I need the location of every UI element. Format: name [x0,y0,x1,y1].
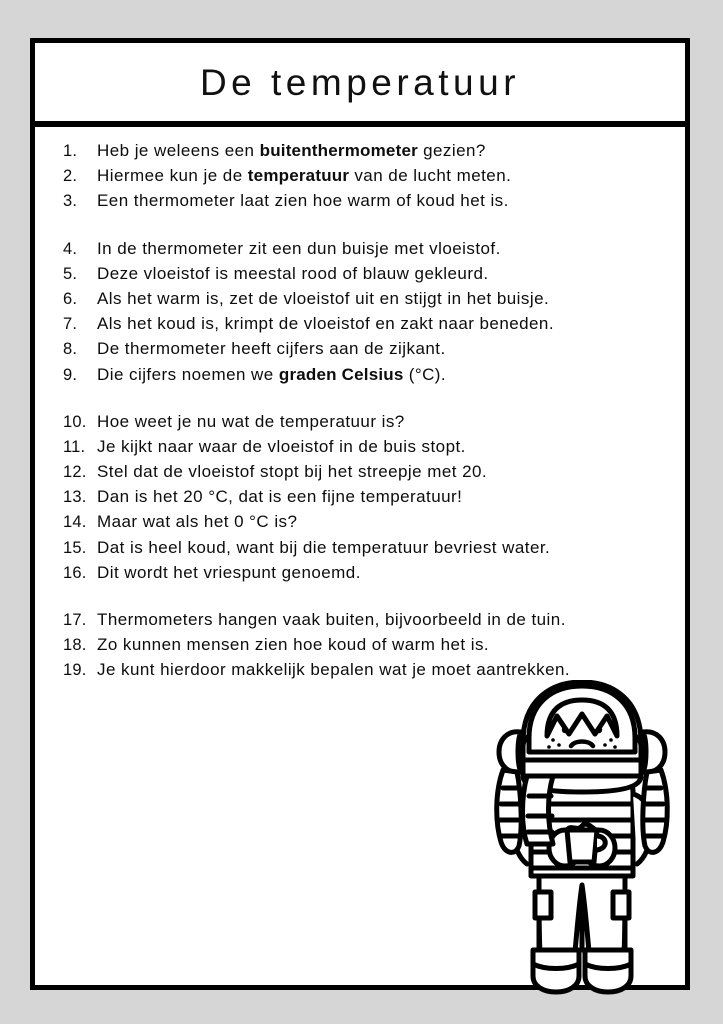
sentence-number: 4. [63,239,78,258]
sentence-text [97,437,667,457]
list-spacer [63,390,667,412]
sentence-row [63,314,667,339]
sentence-text [97,289,667,309]
sentence-row [63,487,667,512]
sentence-row [63,191,667,216]
sentence-row [63,462,667,487]
sentence-fragment: Zo kunnen mensen zien hoe koud of warm het is. [97,635,490,655]
sentence-fragment: Die cijfers noemen we [97,364,279,384]
emphasis-term: buitenthermometer [259,141,418,160]
sentence-text [97,462,667,482]
page-title: De temperatuur [199,61,521,103]
sentence-number: 12. [63,463,87,482]
worksheet-header [35,43,685,127]
sentence-row [63,660,667,685]
sentence-text [97,563,667,583]
sentence-fragment: De thermometer heeft cijfers aan de zijkant. [97,339,446,359]
sentence-number: 2. [63,167,78,186]
sentence-number: 18. [63,636,87,655]
sentence-row [63,563,667,588]
sentence-number: 11. [63,437,86,456]
sentence-text [97,141,667,161]
sentence-text [97,635,667,655]
sentence-text [97,339,667,359]
sentence-list [63,141,667,686]
sentence-fragment: Hiermee kun je de [97,166,248,186]
sentence-fragment: van de lucht meten. [349,166,512,186]
sentence-row [63,166,667,191]
sentence-text [97,314,667,334]
sentence-text [97,239,667,259]
winter-girl-illustration [487,680,677,995]
sentence-text [97,660,667,680]
sentence-row [63,239,667,264]
sentence-number: 1. [63,142,78,160]
sentence-number: 9. [63,365,78,384]
sentence-row [63,412,667,437]
sentence-row [63,512,667,537]
sentence-text [97,610,667,630]
sentence-fragment: Dat is heel koud, want bij die temperatuur bevriest water. [97,537,551,557]
sentence-number: 14. [63,513,87,532]
worksheet-page [30,38,690,990]
sentence-row [63,365,667,390]
sentence-fragment: Heb je weleens een [97,141,260,160]
sentence-text [97,365,667,385]
sentence-fragment: Je kijkt naar waar de vloeistof in de buis stopt. [97,436,466,456]
sentence-number: 10. [63,412,87,431]
sentence-fragment: Hoe weet je nu wat de temperatuur is? [97,411,405,431]
sentence-text [97,166,667,186]
sentence-row [63,610,667,635]
sentence-fragment: Thermometers hangen vaak buiten, bijvoorbeeld in de tuin. [97,610,566,629]
sentence-text [97,487,667,507]
sentence-row [63,437,667,462]
emphasis-term: graden Celsius [278,364,404,384]
sentence-text [97,538,667,558]
sentence-row [63,635,667,660]
sentence-fragment: Maar wat als het 0 °C is? [97,512,298,532]
sentence-text [97,512,667,532]
sentence-number: 16. [63,563,87,582]
sentence-number: 3. [63,192,78,211]
sentence-row [63,339,667,364]
sentence-fragment: Als het koud is, krimpt de vloeistof en zakt naar beneden. [97,314,555,334]
sentence-row [63,141,667,166]
emphasis-term: temperatuur [247,166,350,186]
sentence-fragment: Deze vloeistof is meestal rood of blauw gekleurd. [97,263,489,283]
sentence-number: 6. [63,289,78,308]
sentence-fragment: Dit wordt het vriespunt genoemd. [97,562,361,582]
sentence-text [97,191,667,211]
sentence-fragment: In de thermometer zit een dun buisje met vloeistof. [97,238,501,258]
sentence-fragment: (°C). [403,364,447,384]
sentence-text [97,264,667,284]
sentence-fragment: Een thermometer laat zien hoe warm of koud het is. [97,191,509,211]
sentence-fragment: Stel dat de vloeistof stopt bij het streepje met 20. [97,462,488,482]
sentence-row [63,538,667,563]
sentence-row [63,264,667,289]
sentence-fragment: Je kunt hierdoor makkelijk bepalen wat je moet aantrekken. [97,660,571,680]
sentence-text [97,412,667,432]
list-spacer [63,217,667,239]
sentence-number: 8. [63,340,78,359]
sentence-number: 17. [63,611,87,629]
sentence-fragment: Als het warm is, zet de vloeistof uit en stijgt in het buisje. [97,288,550,308]
sentence-number: 19. [63,661,87,680]
sentence-number: 15. [63,538,87,557]
sentence-number: 5. [63,264,78,283]
worksheet-body [35,127,685,985]
sentence-row [63,289,667,314]
list-spacer [63,588,667,610]
sentence-fragment: Dan is het 20 °C, dat is een fijne temperatuur! [97,487,463,507]
sentence-fragment: gezien? [417,141,486,160]
sentence-number: 7. [63,315,78,334]
sentence-number: 13. [63,488,87,507]
